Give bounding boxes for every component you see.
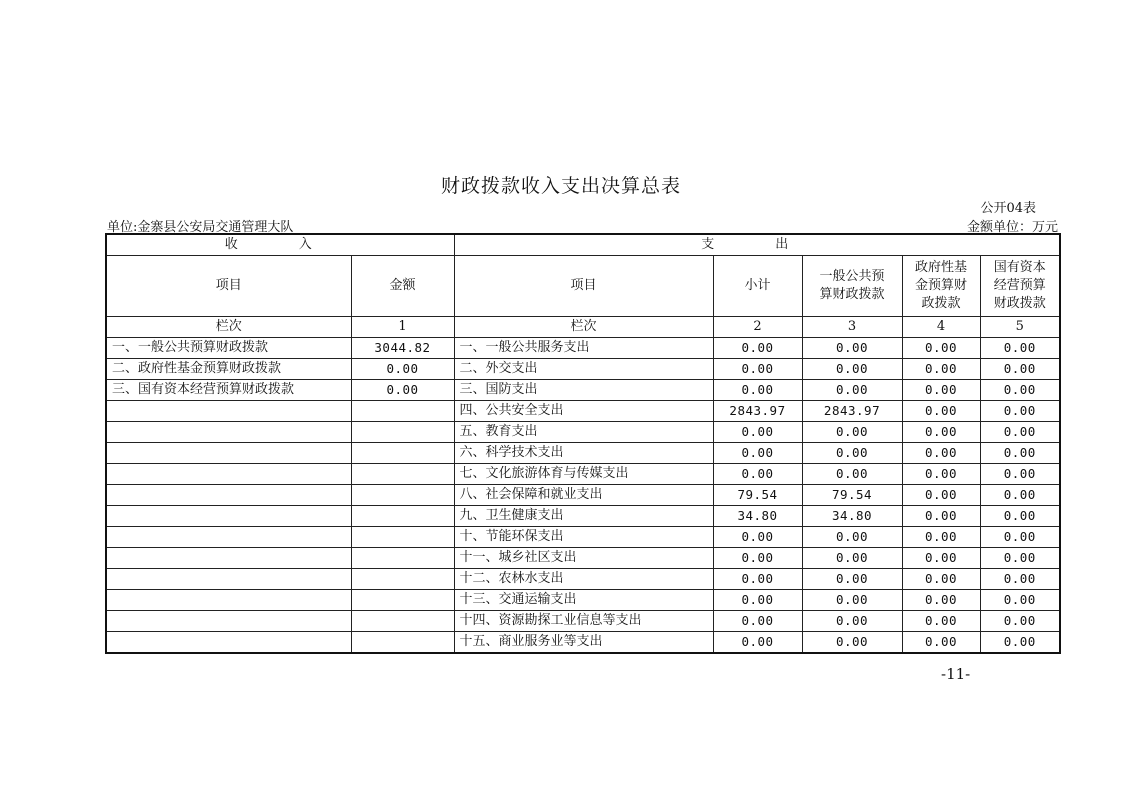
- income-amount-cell: [351, 443, 454, 464]
- gov-fund-cell: 0.00: [902, 611, 980, 632]
- state-capital-cell: 0.00: [980, 590, 1060, 611]
- col-subtotal: 小计: [713, 256, 802, 317]
- state-capital-cell: 0.00: [980, 485, 1060, 506]
- income-item-cell: 一、一般公共预算财政拨款: [106, 338, 351, 359]
- subtotal-cell: 0.00: [713, 548, 802, 569]
- general-budget-cell: 0.00: [802, 590, 902, 611]
- table-row: [106, 527, 1060, 548]
- col-state-line2: 经营预算: [993, 278, 1046, 293]
- expense-item-cell: 二、外交支出: [454, 359, 713, 380]
- column-header-row: [106, 256, 1060, 317]
- index-5: 5: [980, 317, 1060, 338]
- state-capital-cell: 0.00: [980, 527, 1060, 548]
- general-budget-cell: 0.00: [802, 611, 902, 632]
- gov-fund-cell: 0.00: [902, 485, 980, 506]
- income-item-cell: [106, 590, 351, 611]
- state-capital-cell: 0.00: [980, 506, 1060, 527]
- table-row: [106, 359, 1060, 380]
- table-row: [106, 443, 1060, 464]
- gov-fund-cell: 0.00: [902, 422, 980, 443]
- income-amount-cell: 0.00: [351, 380, 454, 401]
- page-number: -11-: [941, 665, 971, 683]
- expense-header: 支 出: [454, 234, 1060, 256]
- income-amount-cell: [351, 569, 454, 590]
- col-state-line3: 财政拨款: [993, 296, 1046, 311]
- subtotal-cell: 79.54: [713, 485, 802, 506]
- subtotal-cell: 2843.97: [713, 401, 802, 422]
- gov-fund-cell: 0.00: [902, 590, 980, 611]
- expense-item-cell: 四、公共安全支出: [454, 401, 713, 422]
- index-4: 4: [902, 317, 980, 338]
- expense-item-cell: 十二、农林水支出: [454, 569, 713, 590]
- income-item-cell: [106, 422, 351, 443]
- general-budget-cell: 0.00: [802, 527, 902, 548]
- row-label-expense: 栏次: [454, 317, 713, 338]
- state-capital-cell: 0.00: [980, 443, 1060, 464]
- gov-fund-cell: 0.00: [902, 359, 980, 380]
- expense-item-cell: 十五、商业服务业等支出: [454, 632, 713, 654]
- table-body: [106, 338, 1060, 654]
- state-capital-cell: 0.00: [980, 611, 1060, 632]
- gov-fund-cell: 0.00: [902, 464, 980, 485]
- col-state-capital: [980, 256, 1060, 317]
- general-budget-cell: 0.00: [802, 422, 902, 443]
- col-gov-line1: 政府性基: [915, 260, 968, 275]
- income-item-cell: [106, 632, 351, 654]
- index-1: 1: [351, 317, 454, 338]
- general-budget-cell: 79.54: [802, 485, 902, 506]
- col-general-budget: [802, 256, 902, 317]
- gov-fund-cell: 0.00: [902, 548, 980, 569]
- subtotal-cell: 0.00: [713, 611, 802, 632]
- expense-item-cell: 十三、交通运输支出: [454, 590, 713, 611]
- income-item-cell: [106, 611, 351, 632]
- index-3: 3: [802, 317, 902, 338]
- income-item-cell: [106, 527, 351, 548]
- income-amount-cell: [351, 485, 454, 506]
- index-2: 2: [713, 317, 802, 338]
- income-amount-cell: [351, 506, 454, 527]
- income-item-cell: [106, 485, 351, 506]
- state-capital-cell: 0.00: [980, 359, 1060, 380]
- expense-item-cell: 九、卫生健康支出: [454, 506, 713, 527]
- expense-item-cell: 八、社会保障和就业支出: [454, 485, 713, 506]
- reporting-unit: 单位:金寨县公安局交通管理大队: [107, 220, 294, 235]
- income-item-cell: [106, 443, 351, 464]
- general-budget-cell: 0.00: [802, 338, 902, 359]
- expense-item-cell: 三、国防支出: [454, 380, 713, 401]
- index-row: [106, 317, 1060, 338]
- table-row: [106, 380, 1060, 401]
- gov-fund-cell: 0.00: [902, 632, 980, 654]
- money-unit: 金额单位：万元: [966, 220, 1058, 235]
- income-amount-cell: [351, 527, 454, 548]
- subtotal-cell: 0.00: [713, 359, 802, 380]
- subtotal-cell: 0.00: [713, 338, 802, 359]
- col-gov-fund: [902, 256, 980, 317]
- income-header: 收 入: [106, 234, 454, 256]
- expense-item-cell: 十四、资源勘探工业信息等支出: [454, 611, 713, 632]
- income-item-cell: 二、政府性基金预算财政拨款: [106, 359, 351, 380]
- col-expense-item: 项目: [454, 256, 713, 317]
- general-budget-cell: 0.00: [802, 443, 902, 464]
- expense-item-cell: 七、文化旅游体育与传媒支出: [454, 464, 713, 485]
- subtotal-cell: 0.00: [713, 443, 802, 464]
- general-budget-cell: 0.00: [802, 359, 902, 380]
- gov-fund-cell: 0.00: [902, 380, 980, 401]
- gov-fund-cell: 0.00: [902, 527, 980, 548]
- table-row: [106, 401, 1060, 422]
- col-general-line2: 算财政拨款: [819, 287, 885, 302]
- general-budget-cell: 2843.97: [802, 401, 902, 422]
- income-item-cell: [106, 401, 351, 422]
- section-header-row: [106, 234, 1060, 256]
- general-budget-cell: 0.00: [802, 569, 902, 590]
- general-budget-cell: 0.00: [802, 548, 902, 569]
- gov-fund-cell: 0.00: [902, 401, 980, 422]
- col-gov-line3: 政拨款: [921, 296, 961, 311]
- table-row: [106, 632, 1060, 654]
- gov-fund-cell: 0.00: [902, 506, 980, 527]
- col-gov-line2: 金预算财: [915, 278, 968, 293]
- income-item-cell: [106, 506, 351, 527]
- table-row: [106, 611, 1060, 632]
- subtotal-cell: 34.80: [713, 506, 802, 527]
- state-capital-cell: 0.00: [980, 401, 1060, 422]
- state-capital-cell: 0.00: [980, 380, 1060, 401]
- state-capital-cell: 0.00: [980, 338, 1060, 359]
- finance-table: [105, 233, 1061, 654]
- gov-fund-cell: 0.00: [902, 443, 980, 464]
- col-income-amount: 金额: [351, 256, 454, 317]
- income-amount-cell: 0.00: [351, 359, 454, 380]
- income-amount-cell: [351, 548, 454, 569]
- income-amount-cell: [351, 632, 454, 654]
- income-amount-cell: 3044.82: [351, 338, 454, 359]
- table-row: [106, 338, 1060, 359]
- state-capital-cell: 0.00: [980, 569, 1060, 590]
- state-capital-cell: 0.00: [980, 422, 1060, 443]
- income-item-cell: [106, 569, 351, 590]
- general-budget-cell: 34.80: [802, 506, 902, 527]
- table-row: [106, 569, 1060, 590]
- general-budget-cell: 0.00: [802, 380, 902, 401]
- col-income-item: 项目: [106, 256, 351, 317]
- state-capital-cell: 0.00: [980, 548, 1060, 569]
- state-capital-cell: 0.00: [980, 632, 1060, 654]
- subtotal-cell: 0.00: [713, 380, 802, 401]
- table-row: [106, 590, 1060, 611]
- income-item-cell: 三、国有资本经营预算财政拨款: [106, 380, 351, 401]
- form-number: 公开04表: [980, 201, 1036, 216]
- table-row: [106, 506, 1060, 527]
- expense-item-cell: 六、科学技术支出: [454, 443, 713, 464]
- state-capital-cell: 0.00: [980, 464, 1060, 485]
- income-item-cell: [106, 548, 351, 569]
- gov-fund-cell: 0.00: [902, 338, 980, 359]
- subtotal-cell: 0.00: [713, 632, 802, 654]
- expense-item-cell: 一、一般公共服务支出: [454, 338, 713, 359]
- table-row: [106, 548, 1060, 569]
- table-row: [106, 422, 1060, 443]
- col-state-line1: 国有资本: [993, 260, 1046, 275]
- subtotal-cell: 0.00: [713, 590, 802, 611]
- general-budget-cell: 0.00: [802, 632, 902, 654]
- subtotal-cell: 0.00: [713, 422, 802, 443]
- general-budget-cell: 0.00: [802, 464, 902, 485]
- subtotal-cell: 0.00: [713, 569, 802, 590]
- subtotal-cell: 0.00: [713, 527, 802, 548]
- income-amount-cell: [351, 590, 454, 611]
- income-amount-cell: [351, 401, 454, 422]
- income-item-cell: [106, 464, 351, 485]
- col-general-line1: 一般公共预: [819, 269, 885, 284]
- table-row: [106, 464, 1060, 485]
- expense-item-cell: 五、教育支出: [454, 422, 713, 443]
- expense-item-cell: 十一、城乡社区支出: [454, 548, 713, 569]
- page-title: 财政拨款收入支出决算总表: [440, 175, 681, 197]
- gov-fund-cell: 0.00: [902, 569, 980, 590]
- income-amount-cell: [351, 464, 454, 485]
- row-label-income: 栏次: [106, 317, 351, 338]
- income-amount-cell: [351, 422, 454, 443]
- subtotal-cell: 0.00: [713, 464, 802, 485]
- expense-item-cell: 十、节能环保支出: [454, 527, 713, 548]
- income-amount-cell: [351, 611, 454, 632]
- table-row: [106, 485, 1060, 506]
